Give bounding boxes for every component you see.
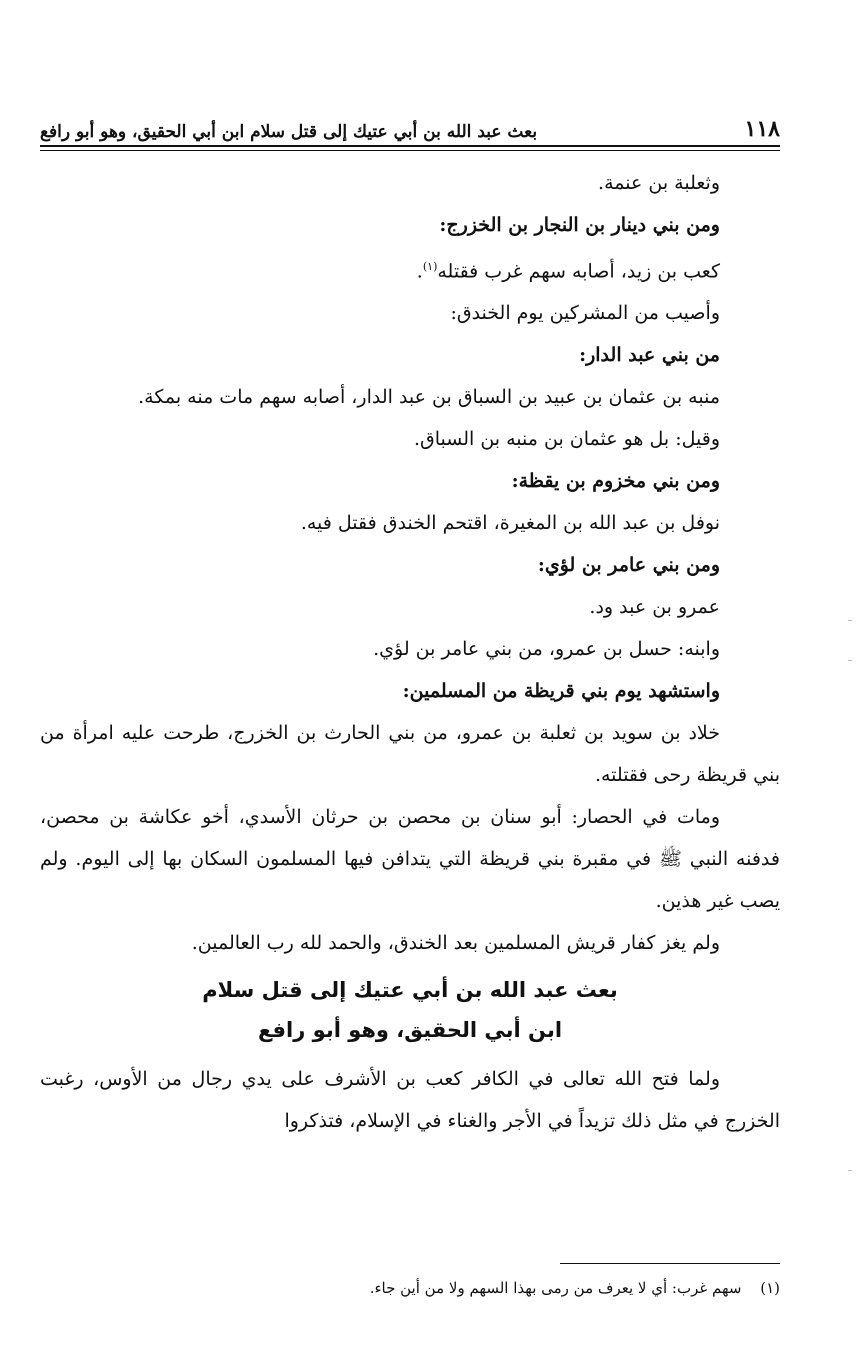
paragraph: وابنه: حسل بن عمرو، من بني عامر بن لؤي. (373, 638, 720, 661)
paragraph: نوفل بن عبد الله بن المغيرة، اقتحم الخندق فقتل فيه. (300, 512, 720, 535)
footnote-number: (١) (760, 1279, 780, 1297)
page-header (40, 108, 780, 142)
paragraph: ولما فتح الله تعالى في الكافر كعب بن الأشرف على يدي رجال من الأوس، رغبت الخزرج في مثل ذلك تزيداً في الأجر والغناء في الإسلام، فتذكروا (40, 1068, 780, 1133)
margin-mark (848, 660, 852, 661)
running-title: بعث عبد الله بن أبي عتيك إلى قتل سلام ابن أبي الحقيق، وهو أبو رافع (40, 122, 538, 142)
section-subheading: من بني عبد الدار: (579, 344, 720, 367)
footnote-reference[interactable]: (١) (422, 260, 438, 273)
paragraph: وثعلبة بن عنمة. (598, 172, 720, 194)
header-rule-thick (40, 145, 780, 147)
section-subheading: واستشهد يوم بني قريظة من المسلمين: (402, 680, 720, 703)
footnote (40, 1275, 780, 1301)
chapter-title-line-1: بعث عبد الله بن أبي عتيك إلى قتل سلام (202, 978, 618, 1003)
footnote-text: سهم غرب: أي لا يعرف من رمى بهذا السهم ولا من أين جاء. (369, 1279, 742, 1297)
section-subheading: ومن بني دينار بن النجار بن الخزرج: (439, 214, 720, 236)
footnote-separator (560, 1263, 780, 1264)
margin-mark (848, 620, 852, 621)
paragraph: ولم يغز كفار قريش المسلمين بعد الخندق، والحمد لله رب العالمين. (191, 932, 720, 955)
section-subheading: ومن بني عامر بن لؤي: (537, 554, 720, 577)
paragraph-text: كعب بن زيد، أصابه سهم غرب فقتله (437, 260, 720, 283)
paragraph: ومات في الحصار: أبو سنان بن محصن بن حرثان الأسدي، أخو عكاشة بن محصن، فدفنه النبي ﷺ في مقبرة بني قريظة التي يتدافن فيها المسلمون السكان بها إلى اليوم. ولم يصب غير هذين. (40, 806, 780, 913)
paragraph-end: . (416, 260, 423, 283)
margin-mark (848, 1170, 852, 1171)
paragraph: خلاد بن سويد بن ثعلبة بن عمرو، من بني الحارث بن الخزرج، طرحت عليه امرأة من بني قريظة رحى فقتلته. (40, 722, 780, 787)
paragraph: عمرو بن عبد ود. (589, 596, 720, 619)
page-number: ١١٨ (744, 116, 780, 142)
chapter-heading (40, 970, 780, 1050)
paragraph: وقيل: بل هو عثمان بن منبه بن السباق. (413, 428, 720, 451)
paragraph (40, 246, 780, 292)
section-subheading: ومن بني مخزوم بن يقظة: (511, 470, 720, 493)
main-text (40, 162, 780, 1142)
paragraph: منبه بن عثمان بن عبيد بن السباق بن عبد الدار، أصابه سهم مات منه بمكة. (138, 386, 720, 409)
header-rule-thin (40, 150, 780, 151)
paragraph: وأصيب من المشركين يوم الخندق: (450, 302, 720, 325)
chapter-title-line-2: ابن أبي الحقيق، وهو أبو رافع (257, 1018, 563, 1043)
